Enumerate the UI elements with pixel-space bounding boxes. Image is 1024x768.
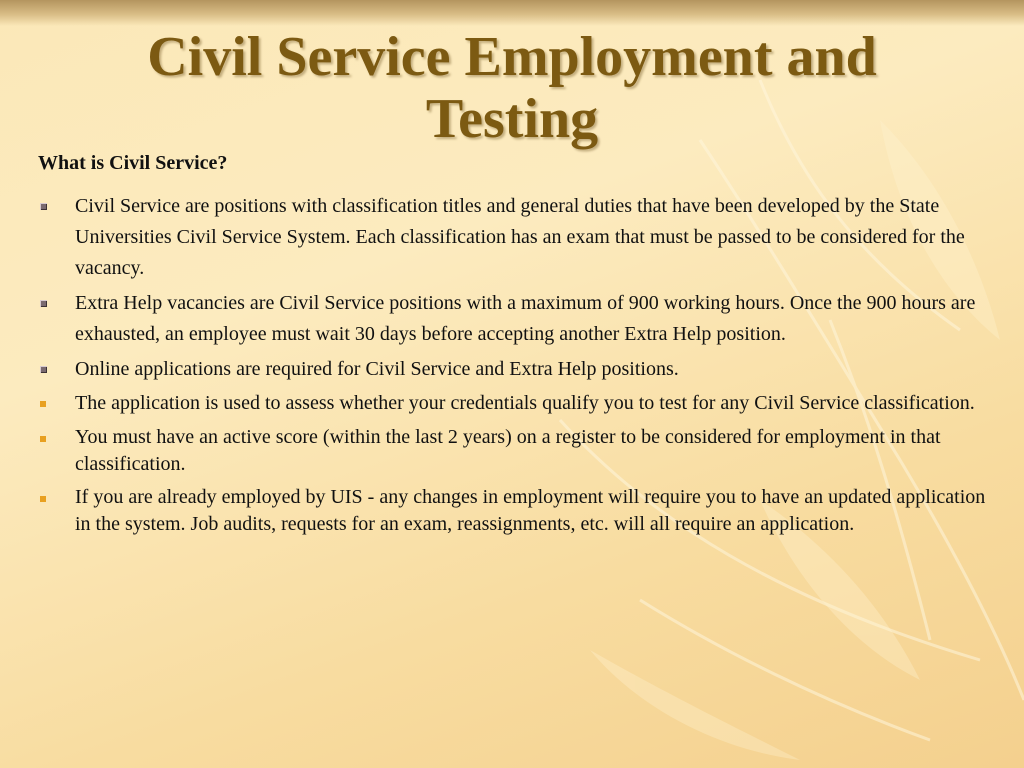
bullet-text: Civil Service are positions with classification titles and general duties that have been developed by the State Universities Civil Service System. Each classification has an exam that must be passed to be considered for the vacancy. xyxy=(75,195,965,279)
section-heading: What is Civil Service? xyxy=(38,152,228,174)
orange-bullet-icon xyxy=(40,401,46,407)
bullet-item xyxy=(36,484,986,538)
bullet-item xyxy=(36,354,986,385)
orange-bullet-icon xyxy=(40,496,46,502)
bullet-text: Online applications are required for Civil Service and Extra Help positions. xyxy=(75,358,679,380)
top-band xyxy=(0,0,1024,26)
title-line-2: Testing xyxy=(425,88,599,150)
bullet-text: Extra Help vacancies are Civil Service positions with a maximum of 900 working hours. Once the 900 hours are exhausted, an employee must wait 30 days before accepting another Extra Help position. xyxy=(75,292,976,345)
bullet-text: If you are already employed by UIS - any changes in employment will require you to have an updated application in the system. Job audits, requests for an exam, reassignments, etc. will all require an application. xyxy=(75,486,986,535)
square-bullet-icon xyxy=(40,366,47,373)
bullet-item xyxy=(36,191,986,284)
orange-bullet-icon xyxy=(40,436,46,442)
bullet-text: You must have an active score (within the last 2 years) on a register to be considered for employment in that classification. xyxy=(75,426,941,475)
slide-title xyxy=(70,26,954,150)
bullet-text: The application is used to assess whether your credentials qualify you to test for any Civil Service classification. xyxy=(75,392,975,414)
bullet-item xyxy=(36,389,986,418)
bullet-list xyxy=(36,191,986,544)
bullet-item xyxy=(36,424,986,478)
square-bullet-icon xyxy=(40,203,47,210)
title-line-1: Civil Service Employment and xyxy=(147,26,877,88)
bullet-item xyxy=(36,288,986,350)
square-bullet-icon xyxy=(40,300,47,307)
